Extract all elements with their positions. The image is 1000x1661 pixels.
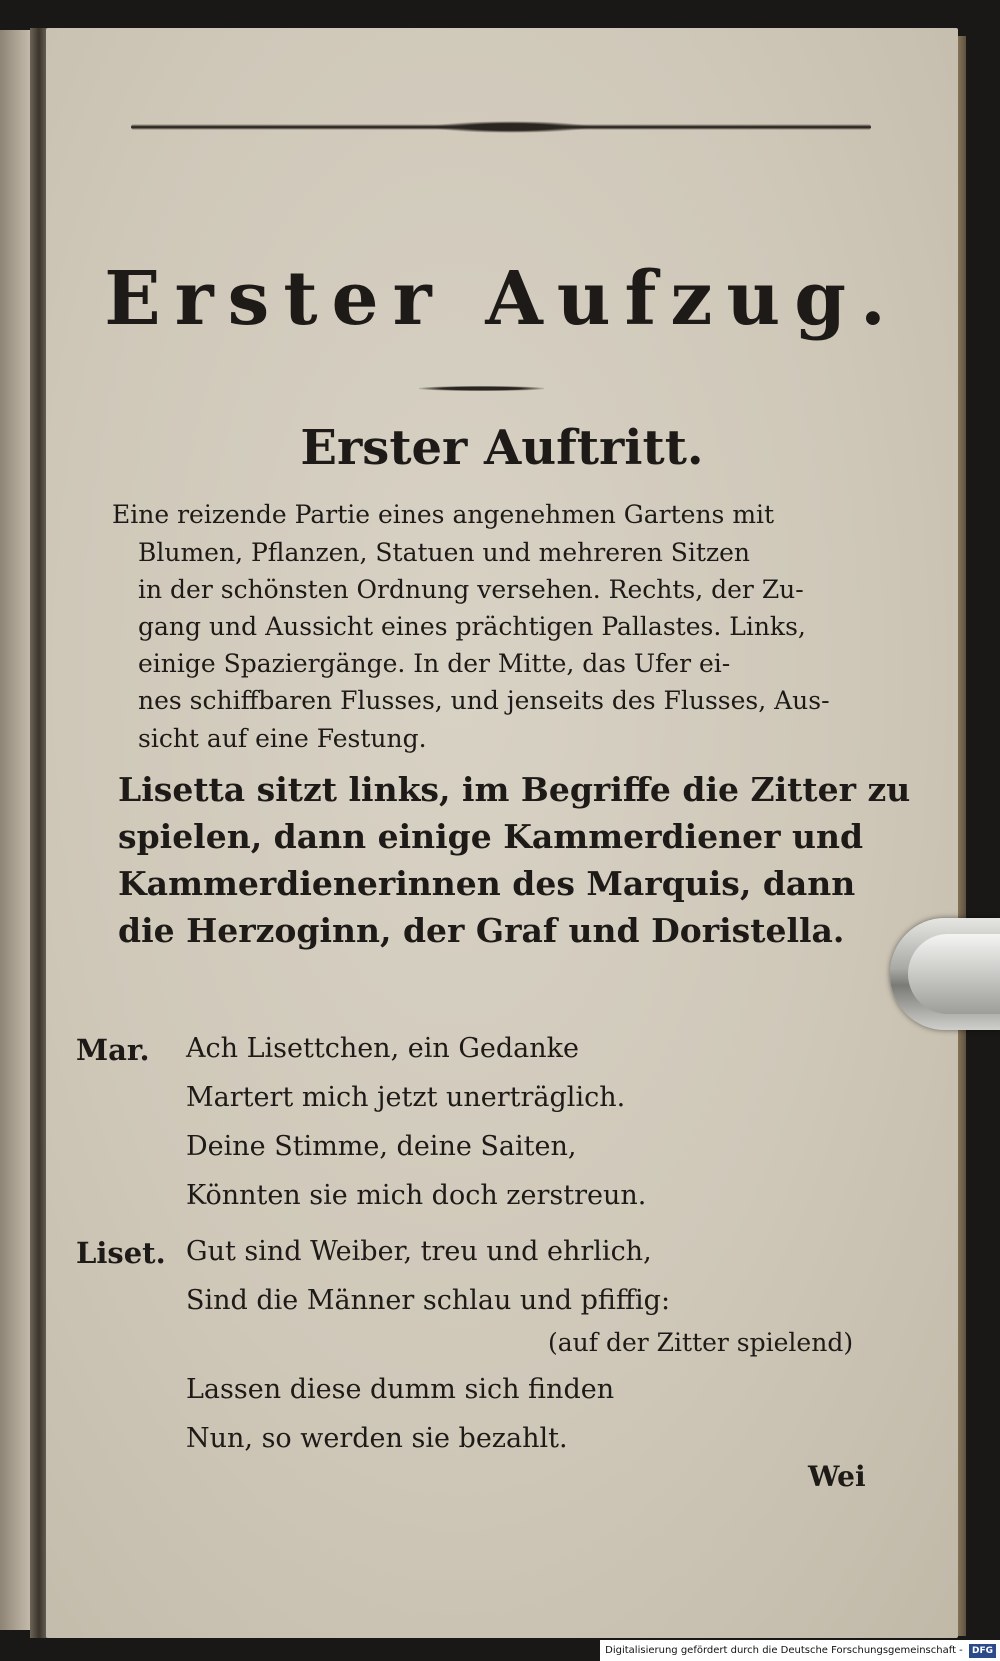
cast-line: Lisetta sitzt links, im Begriffe die Zitter zu: [118, 770, 911, 809]
footer-text: Digitalisierung gefördert durch die Deutsche Forschungsgemeinschaft -: [605, 1645, 963, 1656]
decorative-divider: [419, 386, 544, 391]
stage-direction: (auf der Zitter spielend): [548, 1328, 854, 1357]
speaker-label: Liset.: [76, 1236, 166, 1270]
setting-line: in der schönsten Ordnung versehen. Rechts, der Zu-: [138, 575, 804, 604]
setting-line: einige Spaziergänge. In der Mitte, das Ufer ei-: [138, 649, 731, 678]
dfg-logo: DFG: [969, 1644, 996, 1658]
catchword: Wei: [808, 1460, 866, 1493]
verse-line: Ach Lisettchen, ein Gedanke: [186, 1033, 579, 1064]
setting-line: Eine reizende Partie eines angenehmen Gartens mit: [112, 500, 775, 529]
setting-line: sicht auf eine Festung.: [138, 724, 427, 753]
chapter-title: Erster Aufzug.: [104, 256, 900, 342]
setting-line: nes schiffbaren Flusses, und jenseits des Flusses, Aus-: [138, 686, 830, 715]
scene-title: Erster Auftritt.: [300, 420, 704, 476]
setting-line: gang und Aussicht eines prächtigen Pallastes. Links,: [138, 612, 806, 641]
previous-page-edge: [0, 30, 34, 1630]
page-clip: [890, 918, 1000, 1030]
verse-line: Martert mich jetzt unerträglich.: [186, 1082, 626, 1113]
digitization-footer: [600, 1640, 1000, 1661]
cast-line: Kammerdienerinnen des Marquis, dann: [118, 864, 856, 903]
cast-line: spielen, dann einige Kammerdiener und: [118, 817, 864, 856]
verse-line: Gut sind Weiber, treu und ehrlich,: [186, 1236, 652, 1267]
setting-line: Blumen, Pflanzen, Statuen und mehreren Sitzen: [138, 538, 751, 567]
speaker-label: Mar.: [76, 1033, 150, 1067]
book-page: [46, 28, 958, 1638]
verse-line: Lassen diese dumm sich finden: [186, 1374, 615, 1405]
verse-line: Könnten sie mich doch zerstreun.: [186, 1180, 647, 1211]
decorative-top-rule: [131, 124, 871, 130]
verse-line: Nun, so werden sie bezahlt.: [186, 1423, 568, 1454]
verse-line: Deine Stimme, deine Saiten,: [186, 1131, 577, 1162]
verse-line: Sind die Männer schlau und pfiffig:: [186, 1285, 671, 1316]
cast-line: die Herzoginn, der Graf und Doristella.: [118, 911, 845, 950]
